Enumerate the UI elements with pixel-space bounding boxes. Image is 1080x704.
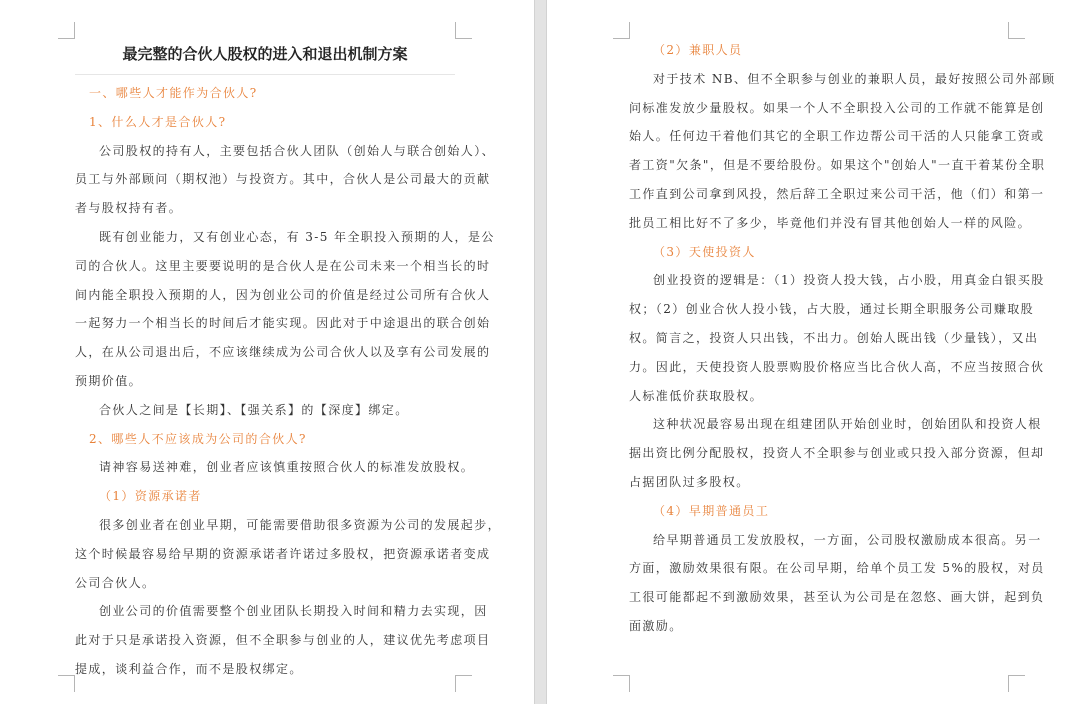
page-corner-mark: [613, 675, 630, 692]
paragraph-line: 力。因此，天使投资人股票购股价格应当比合伙人高，不应当按照合伙: [629, 359, 1045, 374]
paragraph-line: 预期价值。: [75, 373, 143, 388]
paragraph-line: 面激励。: [629, 618, 683, 633]
page-corner-mark: [1008, 22, 1025, 39]
paragraph-line: 提成，谈利益合作，而不是股权绑定。: [75, 661, 303, 676]
paragraph-line: 司的合伙人。这里主要要说明的是合伙人是在公司未来一个相当长的时: [75, 258, 491, 273]
paragraph-line: 者与股权持有者。: [75, 201, 183, 216]
page-corner-mark: [455, 22, 472, 39]
paragraph-line: 间内能全职投入预期的人，因为创业公司的价值是经过公司所有合伙人: [75, 287, 491, 302]
paragraph-line: 方面，激励效果很有限。在公司早期，给单个员工发 5%的股权，对员: [629, 561, 1045, 576]
paragraph-line: 给早期普通员工发放股权，一方面，公司股权激励成本很高。另一: [653, 532, 1042, 547]
paragraph-line: 这个时候最容易给早期的资源承诺者许诺过多股权，把资源承诺者变成: [75, 546, 491, 561]
paragraph-line: 批员工相比好不了多少，毕竟他们并没有冒其他创始人一样的风险。: [629, 215, 1032, 230]
page-corner-mark: [613, 22, 630, 39]
right-page-body: [629, 36, 1056, 641]
paragraph-line: 员工与外部顾问（期权池）与投资方。其中，合伙人是公司最大的贡献: [75, 172, 491, 187]
paragraph-line: 既有创业能力，又有创业心态，有 3-5 年全职投入预期的人，是公: [99, 229, 495, 244]
paragraph-line: 人，在从公司退出后，不应该继续成为公司合伙人以及享有公司发展的: [75, 345, 491, 360]
paragraph-line: 请神容易送神难，创业者应该慎重按照合伙人的标准发放股权。: [99, 460, 475, 475]
page-corner-mark: [58, 22, 75, 39]
paragraph-line: 工很可能都起不到激励效果，甚至认为公司是在忽悠、画大饼，起到负: [629, 590, 1045, 605]
left-page-text: [75, 79, 502, 684]
page-corner-mark: [1008, 675, 1025, 692]
section-heading: 一、哪些人才能作为合伙人?: [89, 86, 258, 100]
document-title: 最完整的合伙人股权的进入和退出机制方案: [75, 40, 455, 75]
paragraph-line: 创业公司的价值需要整个创业团队长期投入时间和精力去实现，因: [99, 604, 488, 619]
subsection-heading: （3）天使投资人: [653, 244, 756, 259]
paragraph-line: 对于技术 NB、但不全职参与创业的兼职人员，最好按照公司外部顾: [653, 71, 1056, 86]
paragraph-line: 很多创业者在创业早期，可能需要借助很多资源为公司的发展起步，: [99, 517, 502, 532]
paragraph-line: 一起努力一个相当长的时间后才能实现。因此对于中途退出的联合创始: [75, 316, 491, 331]
paragraph-line: 创业投资的逻辑是：（1）投资人投大钱，占小股，用真金白银买股: [653, 273, 1045, 288]
paragraph-line: 问标准发放少量股权。如果一个人不全职投入公司的工作就不能算是创: [629, 100, 1045, 115]
paragraph-line: 占据团队过多股权。: [629, 474, 750, 489]
paragraph-line: 工作直到公司拿到风投，然后辞工全职过来公司干活，他（们）和第一: [629, 186, 1045, 201]
paragraph-line: 者工资"欠条"，但是不要给股份。如果这个"创始人"一直干着某份全职: [629, 158, 1046, 173]
paragraph-line: 权；（2）创业合伙人投小钱，占大股，通过长期全职服务公司赚取股: [629, 302, 1035, 317]
paragraph-line: 公司合伙人。: [75, 575, 156, 590]
section-heading: 1、什么人才是合伙人?: [89, 114, 227, 129]
page-gap: [534, 0, 547, 704]
page-corner-mark: [58, 675, 75, 692]
paragraph-line: 据出资比例分配股权，投资人不全职参与创业或只投入部分资源，但却: [629, 446, 1045, 461]
paragraph-line: 始人。任何边干着他们其它的全职工作边帮公司干活的人只能拿工资或: [629, 129, 1045, 144]
page-corner-mark: [455, 675, 472, 692]
paragraph-line: 合伙人之间是【长期】、【强关系】的【深度】绑定。: [99, 402, 409, 417]
right-page-text: [629, 36, 1056, 641]
subsection-heading: （2）兼职人员: [653, 43, 743, 57]
left-page-body: [75, 40, 502, 684]
section-heading: 2、哪些人不应该成为公司的合伙人?: [89, 431, 307, 446]
paragraph-line: 公司股权的持有人，主要包括合伙人团队（创始人与联合创始人）、: [99, 143, 496, 158]
paragraph-line: 权。简言之，投资人只出钱，不出力。创始人既出钱（少量钱），又出: [629, 330, 1039, 345]
subsection-heading: （4）早期普通员工: [653, 503, 770, 518]
subsection-heading: （1）资源承诺者: [99, 489, 202, 504]
paragraph-line: 此对于只是承诺投入资源，但不全职参与创业的人，建议优先考虑项目: [75, 633, 491, 648]
paragraph-line: 人标准低价获取股权。: [629, 388, 764, 403]
paragraph-line: 这种状况最容易出现在组建团队开始创业时，创始团队和投资人根: [653, 417, 1042, 432]
